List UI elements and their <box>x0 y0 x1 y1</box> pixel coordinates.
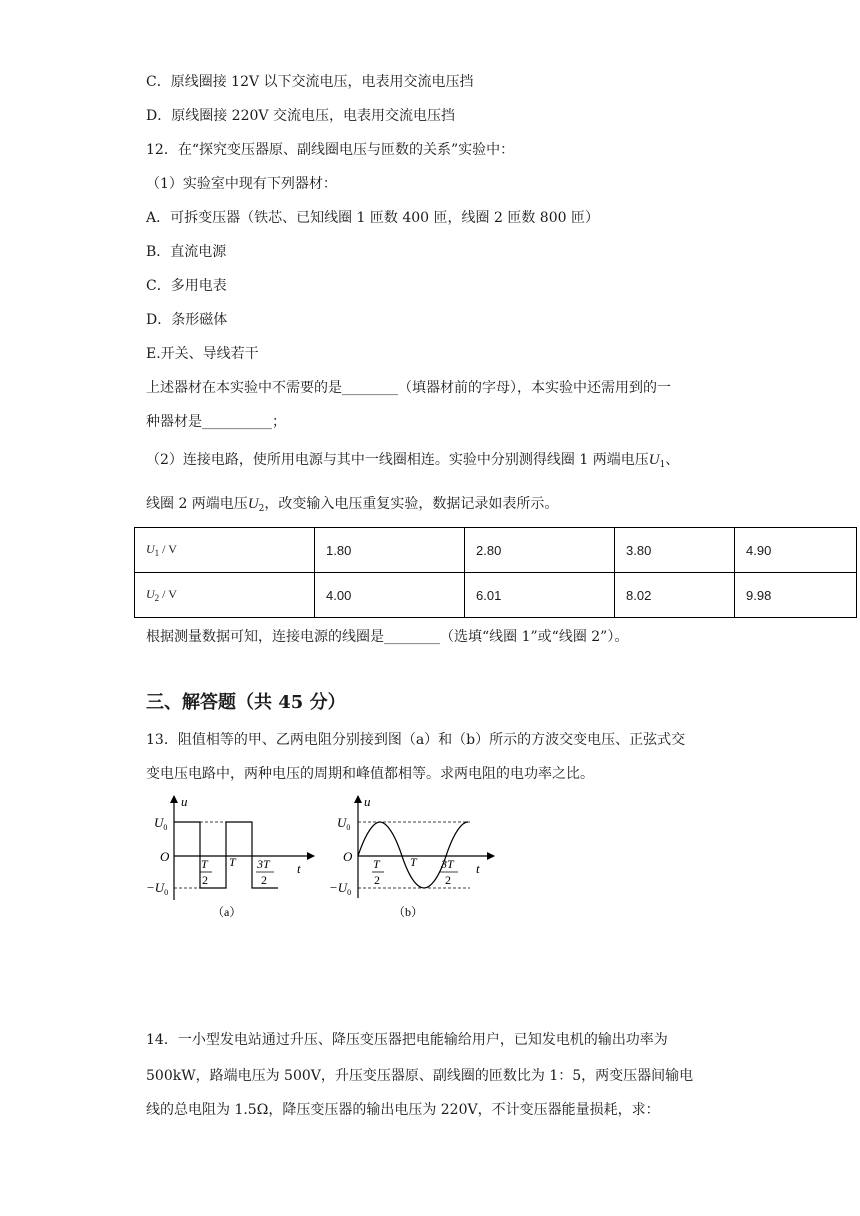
sine-wave-graph <box>329 794 494 919</box>
question-14-line-2: 500kW，路端电压为 500V，升压变压器原、副线圈的匝数比为 1：5，两变压器间输电 <box>146 1068 694 1084</box>
table-cell: 4.00 <box>315 573 465 618</box>
u-axis-label: u <box>364 794 371 809</box>
equipment-item-a: A．可拆变压器（铁芯、已知线圈 1 匝数 400 匝，线圈 2 匝数 800 匝） <box>146 210 599 226</box>
u0-label: $U_0$ <box>337 815 351 832</box>
equipment-item-d: D．条形磁体 <box>146 312 228 328</box>
three-half-period-numerator: 3T <box>441 857 454 871</box>
row-header-u2: $U_2$ / V <box>135 573 315 618</box>
part-2-text-end: ，改变输入电压重复实验，数据记录如表所示。 <box>264 496 559 512</box>
equipment-item-b: B．直流电源 <box>146 244 227 260</box>
period-label: T <box>410 855 417 869</box>
table-cell: 8.02 <box>615 573 735 618</box>
half-period-numerator: T <box>201 857 208 871</box>
part-2-text: 线圈 2 两端电压 <box>146 496 248 512</box>
question-12-title: 12．在“探究变压器原、副线圈电压与匝数的关系”实验中： <box>146 142 515 158</box>
option-d: D．原线圈接 220V 交流电压，电表用交流电压挡 <box>146 108 455 124</box>
caption-a: （a） <box>212 905 242 919</box>
t-axis-label: t <box>476 861 480 876</box>
period-label: T <box>229 855 236 869</box>
origin-label: O <box>343 849 353 864</box>
table-cell: 9.98 <box>735 573 857 618</box>
punctuation: 、 <box>665 452 680 468</box>
fill-in-blank-line-2: 种器材是__________； <box>146 414 286 430</box>
voltage-symbol: U <box>648 452 660 468</box>
question-13-line-2: 变电压电路中，两种电压的周期和峰值都相等。求两电阻的电功率之比。 <box>146 766 594 782</box>
question-13-line-1: 13．阻值相等的甲、乙两电阻分别接到图（a）和（b）所示的方波交变电压、正弦式交 <box>146 732 686 748</box>
square-wave-graph <box>146 794 314 919</box>
voltage-symbol: U <box>247 496 259 512</box>
origin-label: O <box>160 849 170 864</box>
question-14-line-3: 线的总电阻为 1.5Ω，降压变压器的输出电压为 220V，不计变压器能量损耗，求： <box>146 1102 660 1118</box>
table-cell: 6.01 <box>465 573 615 618</box>
three-half-period-denominator: 2 <box>261 873 267 887</box>
section-heading: 三、解答题（共 45 分） <box>146 692 346 713</box>
t-axis-label: t <box>297 861 301 876</box>
question-14-line-1: 14．一小型发电站通过升压、降压变压器把电能输给用户，已知发电机的输出功率为 <box>146 1032 668 1048</box>
part-2-text: （2）连接电路，使所用电源与其中一线圈相连。实验中分别测得线圈 1 两端电压 <box>146 452 649 468</box>
neg-u0-label: $-U_0$ <box>329 880 352 897</box>
half-period-denominator: 2 <box>202 873 208 887</box>
caption-b: （b） <box>393 905 424 919</box>
subscript: 1 <box>659 460 666 470</box>
equipment-item-e: E.开关、导线若干 <box>146 346 259 362</box>
option-c: C．原线圈接 12V 以下交流电压，电表用交流电压挡 <box>146 74 474 90</box>
u0-label: $U_0$ <box>154 815 168 832</box>
neg-u0-label: $-U_0$ <box>146 880 169 897</box>
fill-in-blank-line-1: 上述器材在本实验中不需要的是________（填器材前的字母），本实验中还需用到的一 <box>146 380 671 396</box>
subscript: 2 <box>258 504 265 514</box>
table-cell: 4.90 <box>735 528 857 573</box>
u-axis-label: u <box>181 794 188 809</box>
table-cell: 3.80 <box>615 528 735 573</box>
equipment-item-c: C．多用电表 <box>146 278 227 294</box>
half-period-denominator: 2 <box>374 873 380 887</box>
three-half-period-numerator: 3T <box>257 857 270 871</box>
three-half-period-denominator: 2 <box>445 873 451 887</box>
table-cell: 1.80 <box>315 528 465 573</box>
question-12-part-1: （1）实验室中现有下列器材： <box>146 176 337 192</box>
table-cell: 2.80 <box>465 528 615 573</box>
question-12-conclusion: 根据测量数据可知，连接电源的线圈是________（选填“线圈 1”或“线圈 2”）。 <box>146 629 629 645</box>
half-period-numerator: T <box>373 857 380 871</box>
row-header-u1: $U_1$ / V <box>135 528 315 573</box>
